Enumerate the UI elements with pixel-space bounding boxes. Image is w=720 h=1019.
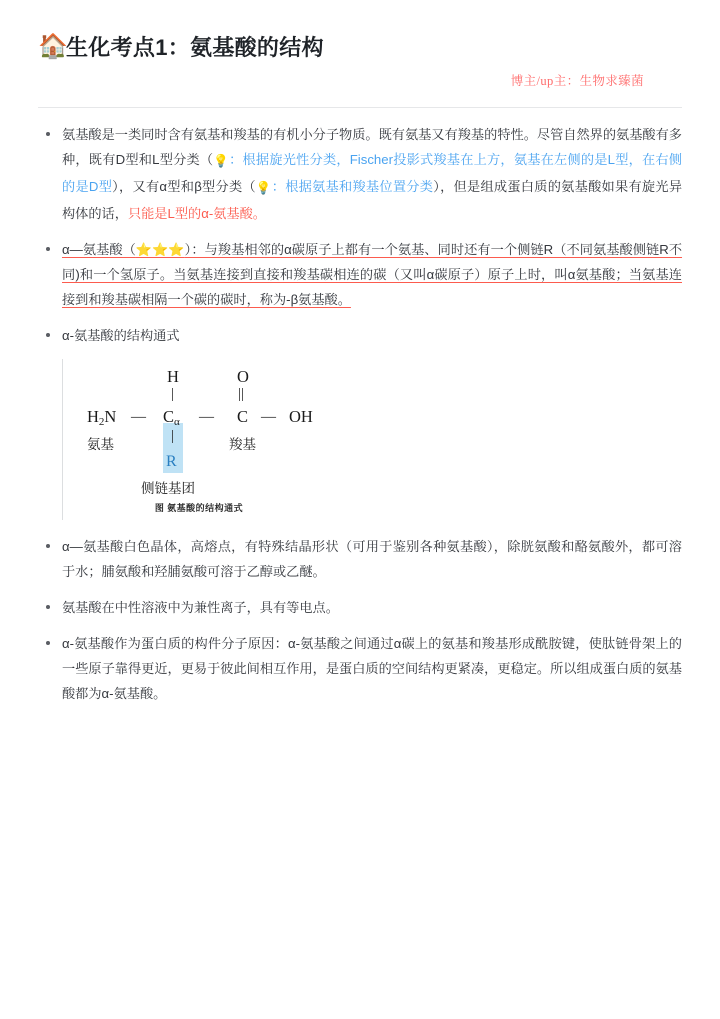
list-item-alpha-amino-acid (38, 237, 682, 312)
list-item-definition (38, 122, 682, 226)
hydrogen-atom-label: H (167, 366, 179, 386)
bullet1-segment-1: 氨基酸是一类同时含有氨基和羧基的有机小分子物质。既有氨基又有羧基的特性。尽管自然界的氨基酸有多种，既有D型和L型分类（ (62, 126, 682, 167)
structure-figure-block (62, 359, 409, 520)
lightbulb-icon: 💡 (213, 153, 229, 168)
figure-caption: 图 氨基酸的结构通式 (154, 502, 244, 513)
carboxyl-group-cn-label: 羧基 (229, 436, 256, 452)
list-item-physical-properties (38, 534, 682, 584)
bullet4-text: α—氨基酸白色晶体，高熔点，有特殊结晶形状（可用于鉴别各种氨基酸），除胱氨酸和酪氨酸外，都可溶于水；脯氨酸和羟脯氨酸可溶于乙醇或乙醚。 (62, 538, 682, 579)
amino-group-cn-label: 氨基 (87, 436, 114, 452)
page-title: 生化考点1：氨基酸的结构 (66, 35, 324, 60)
document-header (38, 0, 682, 108)
bond-c-oh: — (261, 408, 276, 425)
bullet1-tip-2: ：根据氨基和羧基位置分类 (271, 178, 434, 194)
bond-n-c-alpha: — (131, 408, 146, 425)
alpha-carbon-label (163, 407, 180, 428)
r-group-label: R (166, 452, 177, 470)
bond-c-alpha-c: — (199, 408, 214, 425)
bullet1-segment-3: ），又有α型和β型分类（ (112, 178, 256, 194)
header-divider (38, 107, 682, 108)
carboxyl-carbon-label: C (237, 406, 249, 426)
bullet6-text: α-氨基酸作为蛋白质的构件分子原因：α-氨基酸之间通过α碳上的氨基和羧基形成酰胺键，使肽链骨架上的一些原子靠得更近，更易于彼此间相互作用，是蛋白质的空间结构更紧凑，更稳定。所以组成蛋白质的氨基酸都为α-氨基酸。 (62, 635, 682, 701)
side-chain-cn-label: 侧链基团 (141, 480, 195, 496)
document-content (38, 122, 682, 706)
c-alpha-subscript: α (174, 415, 180, 428)
star-rating-icon: ⭐⭐⭐ (135, 241, 185, 257)
amino-acid-structure-diagram (79, 367, 379, 499)
bond-c-alpha-r: | (171, 427, 175, 444)
house-icon: 🏠 (38, 32, 68, 60)
notes-list-continued (38, 534, 682, 706)
bond-c-o-double: || (238, 385, 245, 402)
list-item-general-formula (38, 323, 682, 348)
list-item-building-block-reason (38, 631, 682, 706)
c-alpha-c: C (163, 406, 175, 426)
list-item-zwitterion (38, 595, 682, 620)
amino-group-formula (87, 407, 116, 428)
bullet1-highlight: 只能是L型的α-氨基酸。 (127, 205, 266, 221)
oxygen-atom-label: O (237, 366, 249, 386)
h2n-subscript: 2 (98, 415, 105, 428)
h2n-h: H (87, 406, 99, 426)
bullet1-tip-1: ：根据旋光性分类，Fischer投影式羧基在上方，氨基在左侧的是L型，在右侧的是D型 (62, 151, 682, 194)
h2n-n: N (104, 406, 117, 426)
bullet5-text: 氨基酸在中性溶液中为兼性离子，具有等电点。 (62, 599, 339, 615)
lightbulb-icon-2: 💡 (255, 180, 272, 195)
title-row (38, 34, 682, 62)
bullet1-segment-5: ），但是组成蛋白质的氨基酸如果有旋光异构体的话， (62, 178, 683, 221)
bullet2-segment-1: α—氨基酸（ (62, 241, 136, 257)
bond-c-h-vertical: | (171, 385, 175, 402)
bullet3-text: α-氨基酸的结构通式 (62, 327, 180, 343)
byline: 博主/up主：生物求臻菌 (510, 73, 644, 88)
notes-list (38, 122, 682, 348)
hydroxyl-label: OH (289, 406, 313, 426)
bullet2-segment-2: ）：与羧基相邻的α碳原子上都有一个氨基、同时还有一个侧链R（不同氨基酸侧链R不同)和一个氢原子。当氨基连接到直接和羧基碳相连的碳（又叫α碳原子）原子上时，叫α氨基酸；当氨基连接到和羧基碳相隔一个碳的碳时，称为-β氨基酸。 (62, 241, 683, 307)
